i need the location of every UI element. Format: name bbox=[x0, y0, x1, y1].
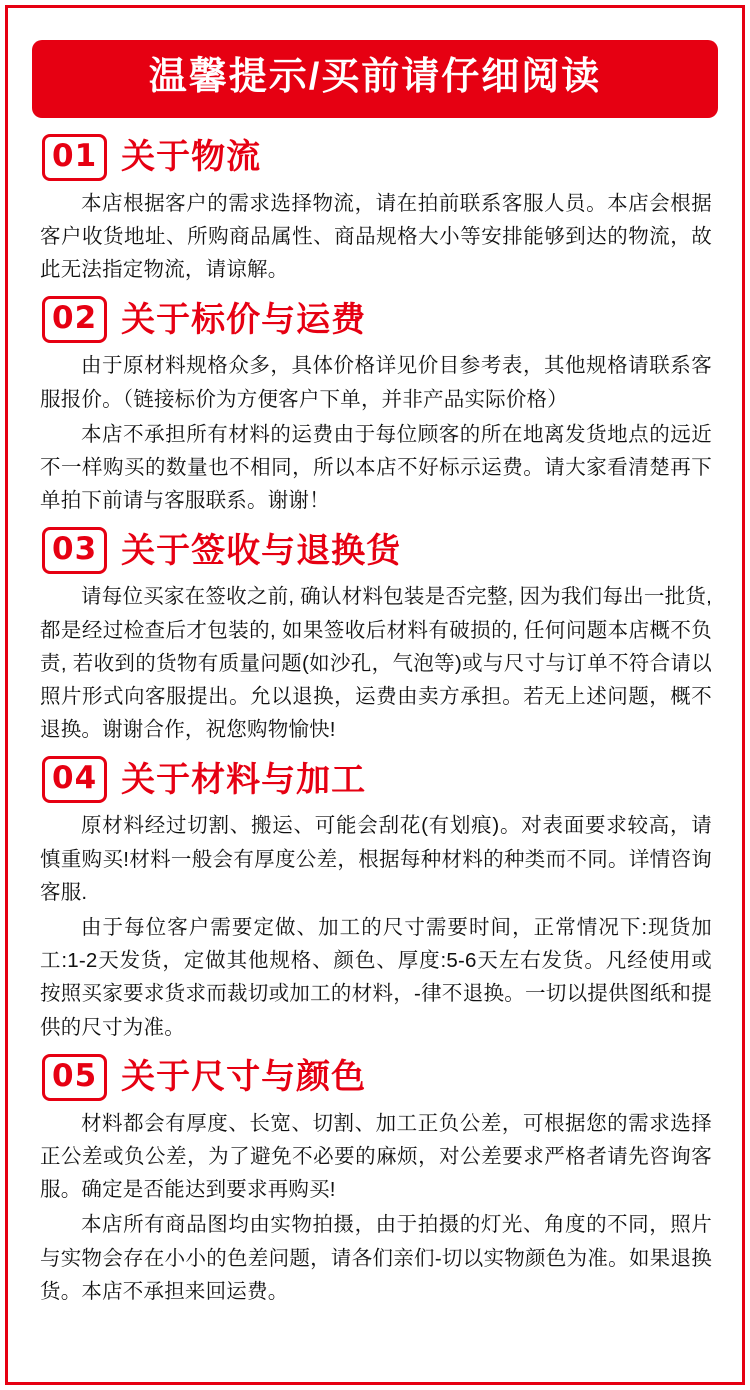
section-header bbox=[42, 1054, 716, 1101]
banner bbox=[32, 40, 718, 118]
section-paragraph: 由于每位客户需要定做、加工的尺寸需要时间，正常情况下:现货加工:1-2天发货，定做其他规格、颜色、厚度:5-6天左右发货。凡经使用或按照买家要求货求而裁切或加工的材料，-律不退换。一切以提供图纸和提供的尺寸为准。 bbox=[40, 915, 712, 1039]
section-title: 关于标价与运费 bbox=[121, 300, 367, 339]
section-header bbox=[42, 527, 716, 574]
section-03 bbox=[34, 527, 716, 746]
section-paragraph: 请每位买家在签收之前, 确认材料包装是否完整, 因为我们每出一批货, 都是经过检查后才包装的, 如果签收后材料有破损的, 任何问题本店概不负责, 若收到的货物有质量问题(如沙孔，气泡等)或与尺寸与订单不符合请以照片形式向客服提出。允以退换，运费由卖方承担。若无上述问题，概不退换。谢谢合作，祝您购物愉快! bbox=[40, 585, 712, 742]
section-paragraph: 原材料经过切割、搬运、可能会刮花(有划痕)。对表面要求较高，请慎重购买!材料一般会有厚度公差，根据每种材料的种类而不同。详情咨询客服. bbox=[40, 814, 712, 904]
banner-title: 温馨提示/买前请仔细阅读 bbox=[148, 56, 602, 98]
section-05 bbox=[34, 1054, 716, 1308]
section-title: 关于尺寸与颜色 bbox=[121, 1058, 367, 1097]
section-04 bbox=[34, 756, 716, 1043]
section-number-badge: 05 bbox=[42, 1054, 107, 1101]
section-number-badge: 02 bbox=[42, 296, 107, 343]
section-header bbox=[42, 756, 716, 803]
section-title: 关于签收与退换货 bbox=[121, 531, 402, 570]
section-01 bbox=[34, 134, 716, 287]
section-number-badge: 03 bbox=[42, 527, 107, 574]
section-number-badge: 01 bbox=[42, 134, 107, 181]
section-paragraph: 本店所有商品图均由实物拍摄，由于拍摄的灯光、角度的不同，照片与实物会存在小小的色差问题，请各们亲们-切以实物颜色为准。如果退换货。本店不承担来回运费。 bbox=[40, 1213, 712, 1303]
section-paragraph: 本店不承担所有材料的运费由于每位顾客的所在地离发货地点的远近不一样购买的数量也不相同，所以本店不好标示运费。请大家看清楚再下单拍下前请与客服联系。谢谢！ bbox=[40, 422, 712, 513]
section-header bbox=[42, 296, 716, 343]
section-02 bbox=[34, 296, 716, 517]
section-paragraph: 材料都会有厚度、长宽、切割、加工正负公差，可根据您的需求选择正公差或负公差，为了避免不必要的麻烦，对公差要求严格者请先咨询客服。确定是否能达到要求再购买! bbox=[40, 1111, 712, 1202]
section-title: 关于物流 bbox=[121, 138, 262, 177]
section-paragraph: 由于原材料规格众多，具体价格详见价目参考表，其他规格请联系客服报价。（链接标价为方便客户下单，并非产品实际价格） bbox=[40, 354, 712, 411]
section-header bbox=[42, 134, 716, 181]
section-number-badge: 04 bbox=[42, 756, 107, 803]
section-paragraph: 本店根据客户的需求选择物流，请在拍前联系客服人员。本店会根据客户收货地址、所购商品属性、商品规格大小等安排能够到达的物流，故此无法指定物流，请谅解。 bbox=[40, 191, 712, 282]
section-title: 关于材料与加工 bbox=[121, 760, 367, 799]
